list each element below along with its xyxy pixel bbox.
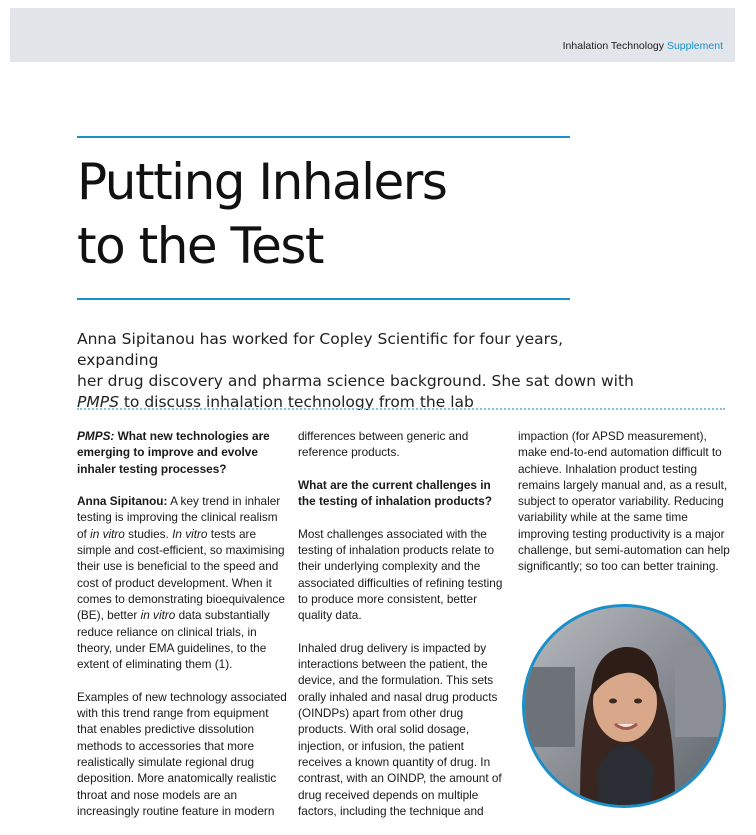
- answer-1-label: Anna Sipitanou:: [77, 494, 168, 509]
- answer-1-italic-b: In vitro: [172, 526, 208, 541]
- standfirst-line-3: to discuss inhalation technology from the lab: [118, 393, 474, 411]
- paragraph-delivery: Inhaled drug delivery is impacted by interactions between the patient, the device, and the formulation. This sets orally inhaled and nasal drug products (OINDPs) apart from other drug products. With oral solid dosage, injection, or infusion, the patient receives a known quantity of drug. In contrast, with an OINDP, the amount of drug received depends on multiple factors, including the technique and: [298, 640, 502, 818]
- answer-1-italic-a: in vitro: [90, 526, 125, 541]
- answer-1-italic-c: in vitro: [140, 608, 176, 623]
- question-2: What are the current challenges in the testing of inhalation products?: [298, 477, 492, 509]
- author-portrait: [522, 604, 726, 808]
- question-1: [77, 428, 289, 477]
- paragraph-differences: differences between generic and reference products.: [298, 429, 469, 460]
- standfirst-line-1: Anna Sipitanou has worked for Copley Scientific for four years, expanding: [77, 330, 564, 369]
- portrait-illustration: [525, 607, 723, 805]
- paragraph-examples: Examples of new technology associated with this trend range from equipment that enables predictive dissolution methods to accessories that more realistically simulate regional drug deposition. More anatomically realistic throat and nose models are an increasingly routine feature in modern: [77, 689, 287, 818]
- paragraph-impaction: impaction (for APSD measurement), make end-to-end automation difficult to achieve. Inhalation product testing remains largely manual and, as a result, subject to operator variability. Reducing variability while at the same time improving testing productivity is a major challenge, but semi-automation can help significantly; so too can better training.: [518, 429, 730, 574]
- dotted-divider: [77, 408, 725, 410]
- title-rule-top: [77, 136, 570, 138]
- answer-1-text-c: tests are simple and cost-efficient, so maximising their use is beneficial to the speed and cost of product development. When it comes to demonstrating bioequivalence (BE), better: [77, 526, 285, 623]
- question-1-text: What new technologies are emerging to improve and evolve inhaler testing processes?: [77, 429, 270, 476]
- title-line-2: to the Test: [77, 217, 323, 275]
- standfirst: [77, 329, 637, 413]
- section-name: Inhalation Technology: [562, 40, 665, 52]
- answer-1-text-a: A key trend in inhaler testing is improving the clinical realism of: [77, 494, 281, 541]
- article-column-2: [298, 428, 510, 835]
- article-column-3: [518, 428, 730, 591]
- answer-1-text-b: studies.: [124, 526, 173, 541]
- answer-1: [77, 493, 289, 672]
- question-1-label: PMPS:: [77, 429, 115, 443]
- standfirst-line-2: her drug discovery and pharma science background. She sat down with: [77, 372, 634, 390]
- title-line-1: Putting Inhalers: [77, 153, 447, 211]
- answer-1-text-d: data substantially reduce reliance on clinical trials, in theory, under EMA guidelines, to the extent of eliminating them (1).: [77, 608, 270, 672]
- title-rule-bottom: [77, 298, 570, 300]
- header-band: [10, 8, 735, 62]
- paragraph-challenges: Most challenges associated with the testing of inhalation products relate to their underlying complexity and the associated difficulties of refining testing to produce more consistent, better quality data.: [298, 526, 503, 623]
- article-title: [77, 150, 597, 278]
- supplement-label: Supplement: [666, 40, 723, 52]
- section-label: [563, 40, 723, 52]
- article-column-1: [77, 428, 289, 835]
- standfirst-italic: PMPS: [77, 393, 119, 411]
